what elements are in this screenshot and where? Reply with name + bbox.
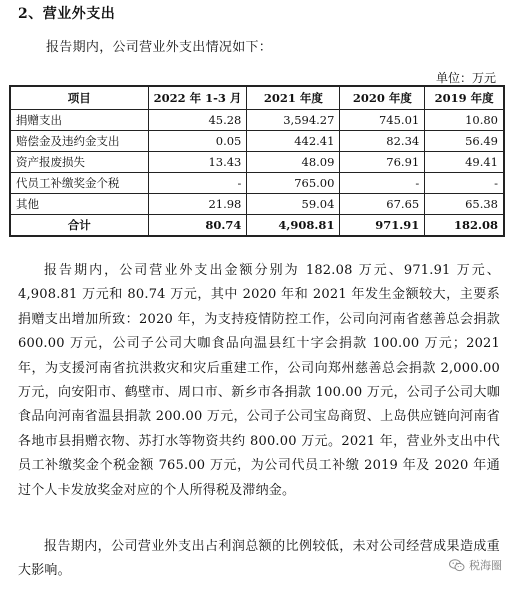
table-cell: 65.38 [425,194,504,215]
column-header: 2020 年度 [340,86,425,110]
table-row [10,152,504,173]
unit-label: 单位：万元 [435,71,496,85]
column-header: 项目 [10,86,148,110]
expense-table [9,85,505,237]
table-cell: 182.08 [425,215,504,237]
table-cell: 48.09 [247,152,340,173]
watermark-text: 税海圈 [469,559,502,572]
table-cell: 765.00 [247,173,340,194]
table-cell: 59.04 [247,194,340,215]
table-row [10,173,504,194]
table-cell: 21.98 [148,194,247,215]
table-cell: 67.65 [340,194,425,215]
table-cell: 82.34 [340,131,425,152]
table-cell: 4,908.81 [247,215,340,237]
intro-text: 报告期内，公司营业外支出情况如下： [46,40,273,55]
table-cell: 745.01 [340,110,425,131]
table-cell: 3,594.27 [247,110,340,131]
section-heading: 2、营业外支出 [18,6,116,22]
column-header: 2021 年度 [247,86,340,110]
table-cell: 80.74 [148,215,247,237]
table-cell: 971.91 [340,215,425,237]
table-cell: 56.49 [425,131,504,152]
body-paragraph: 报告期内，公司营业外支出金额分别为 182.08 万元、971.91 万元、4,908.81 万元和 80.74 万元，其中 2020 年和 2021 年发生金额较大，主要系捐赠支出增加所致：2020 年，为支持疫情防控工作，公司向河南省慈善总会捐款 600.00 万元，公司子公司大咖食品向温县红十字会捐款 100.00 万元；2021 年，为支援河南省抗洪救灾和灾后重建工作，公司向郑州慈善总会捐款 2,000.00 万元，向安阳市、鹤壁市、周口市、新乡市各捐款 100.00 万元，公司子公司大咖食品向河南省温县捐款 200.00 万元，公司子公司宝岛商贸、上岛供应链向河南省各地市县捐赠衣物、苏打水等物资共约 800.00 万元。2021 年，营业外支出中代员工补缴奖金个税金额 765.00 万元，为公司代员工补缴 2019 年及 2020 年通过个人卡发放奖金对应的个人所得税及滞纳金。 [18,263,500,498]
row-label: 合计 [10,215,148,237]
table-cell: 76.91 [340,152,425,173]
row-label: 资产报废损失 [10,152,148,173]
table-total-row [10,215,504,237]
table-cell: 0.05 [148,131,247,152]
column-header: 2022 年 1-3 月 [148,86,247,110]
column-header: 2019 年度 [425,86,504,110]
watermark [449,557,502,573]
table-cell: 10.80 [425,110,504,131]
table-cell: - [425,173,504,194]
table-cell: 13.43 [148,152,247,173]
table-row [10,110,504,131]
row-label: 赔偿金及违约金支出 [10,131,148,152]
row-label: 其他 [10,194,148,215]
table-row [10,194,504,215]
table-header-row [10,86,504,110]
row-label: 代员工补缴奖金个税 [10,173,148,194]
body-paragraph: 报告期内，公司营业外支出占利润总额的比例较低，未对公司经营成果造成重大影响。 [18,539,500,579]
table-row [10,131,504,152]
table-cell: 49.41 [425,152,504,173]
table-cell: - [148,173,247,194]
table-cell: 45.28 [148,110,247,131]
table-cell: 442.41 [247,131,340,152]
wechat-icon [449,559,465,572]
row-label: 捐赠支出 [10,110,148,131]
table-cell: - [340,173,425,194]
